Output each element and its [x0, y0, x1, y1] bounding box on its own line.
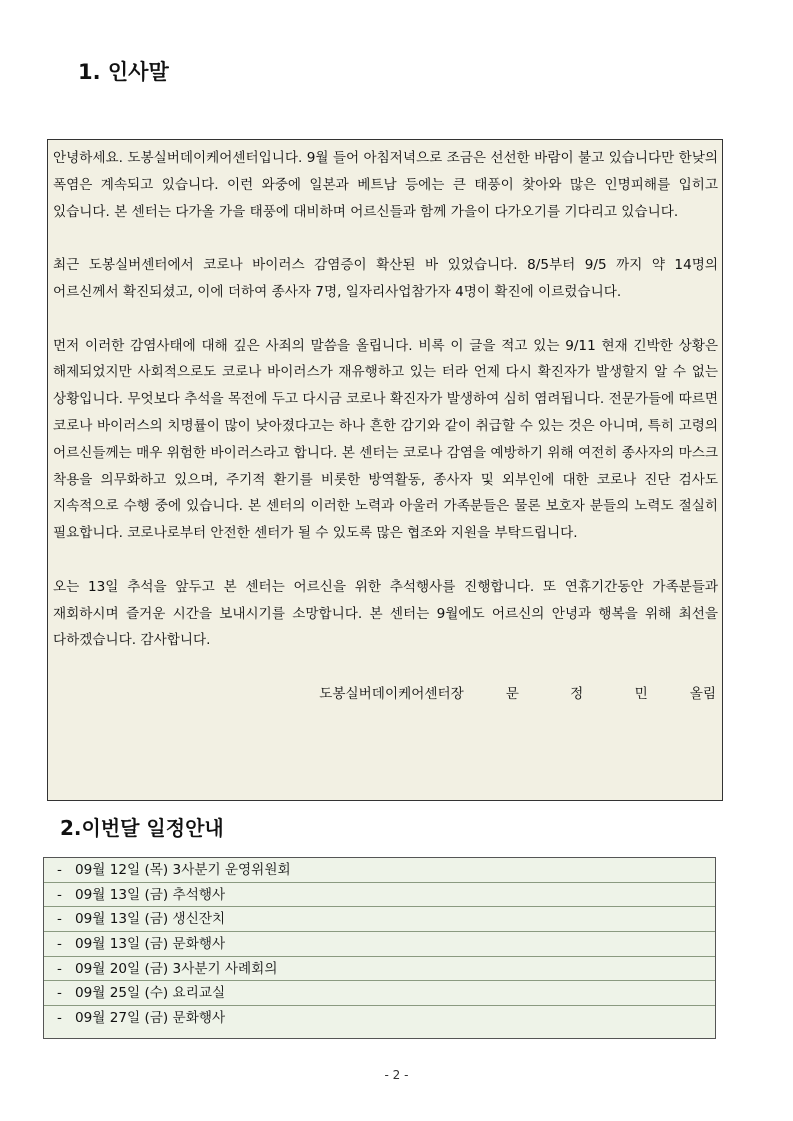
signature-closing: 올림 [689, 685, 716, 702]
schedule-item-text: 09월 20일 (금) 3사분기 사례회의 [75, 960, 278, 977]
schedule-item [44, 858, 715, 883]
schedule-item [44, 981, 715, 1006]
list-dash: - [57, 936, 62, 953]
schedule-item [44, 957, 715, 982]
schedule-list [43, 857, 716, 1039]
schedule-item-text: 09월 13일 (금) 생신잔치 [75, 911, 226, 928]
signature-name-char: 민 [634, 685, 648, 702]
signature-organization: 도봉실버데이케어센터장 [319, 685, 464, 702]
schedule-item [44, 883, 715, 908]
section-title-greeting: 1. 인사말 [78, 60, 169, 84]
letter-paragraph: 안녕하세요. 도봉실버데이케어센터입니다. 9월 들어 아침저녁으로 조금은 선선한 바람이 불고 있습니다만 한낮의 폭염은 계속되고 있습니다. 이런 와중에 일본과 베트남 등에는 큰 태풍이 찾아와 많은 인명피해를 입히고 있습니다. 본 센터는 다가올 가을 태풍에 대비하며 어르신들과 함께 가을이 다가오기를 기다리고 있습니다. [53, 150, 718, 220]
section-title-schedule: 2.이번달 일정안내 [60, 816, 224, 840]
signature-name-char: 정 [570, 685, 584, 702]
list-dash: - [57, 886, 62, 903]
letter-paragraph: 먼저 이러한 감염사태에 대해 깊은 사죄의 말씀을 올립니다. 비록 이 글을 적고 있는 9/11 현재 긴박한 상황은 해제되었지만 사회적으로도 코로나 바이러스가 재유행하고 있는 터라 언제 다시 확진자가 발생할지 알 수 없는 상황입니다. 무엇보다 추석을 목전에 두고 다시금 코로나 확진자가 발생하여 심히 염려됩니다. 전문가들에 따르면 코로나 바이러스의 치명률이 많이 낮아졌다고는 하나 흔한 감기와 같이 취급할 수 있는 것은 아니며, 특히 고령의 어르신들께는 매우 위험한 바이러스라고 합니다. 본 센터는 코로나 감염을 예방하기 위해 여전히 종사자의 마스크 착용을 의무화하고 있으며, 주기적 환기를 비롯한 방역활동, 종사자 및 외부인에 대한 코로나 진단 검사도 지속적으로 수행 중에 있습니다. 본 센터의 이러한 노력과 아울러 가족분들은 물론 보호자 분들의 노력도 절실히 필요합니다. 코로나로부터 안전한 센터가 될 수 있도록 많은 협조와 지원을 부탁드립니다. [53, 337, 718, 542]
signature-name-char: 문 [505, 685, 519, 702]
greeting-letter-box [47, 139, 723, 801]
list-dash: - [57, 1010, 62, 1027]
letter-paragraph: 오는 13일 추석을 앞두고 본 센터는 어르신을 위한 추석행사를 진행합니다. 또 연휴기간동안 가족분들과 재회하시며 즐거운 시간을 보내시기를 소망합니다. 본 센터는 9월에도 어르신의 안녕과 행복을 위해 최선을 다하겠습니다. 감사합니다. [53, 578, 718, 649]
schedule-item-text: 09월 25일 (수) 요리교실 [75, 985, 226, 1002]
list-dash: - [57, 911, 62, 928]
schedule-item-text: 09월 27일 (금) 문화행사 [75, 1010, 226, 1027]
signature-name [506, 681, 648, 708]
schedule-item-text: 09월 13일 (금) 문화행사 [75, 936, 226, 953]
schedule-item-text: 09월 13일 (금) 추석행사 [75, 886, 226, 903]
list-dash: - [57, 960, 62, 977]
schedule-item-text: 09월 12일 (목) 3사분기 운영위원회 [75, 862, 291, 878]
page-number: - 2 - [384, 1068, 409, 1082]
schedule-item [44, 932, 715, 957]
list-dash: - [57, 862, 62, 878]
schedule-item [44, 907, 715, 932]
list-dash: - [57, 985, 62, 1002]
letter-signature [53, 681, 718, 708]
letter-paragraph: 최근 도봉실버센터에서 코로나 바이러스 감염증이 확산된 바 있었습니다. 8/5부터 9/5 까지 약 14명의 어르신께서 확진되셨고, 이에 더하여 종사자 7명, 일자리사업참가자 4명이 확진에 이르렀습니다. [53, 257, 718, 300]
schedule-item [44, 1006, 715, 1031]
